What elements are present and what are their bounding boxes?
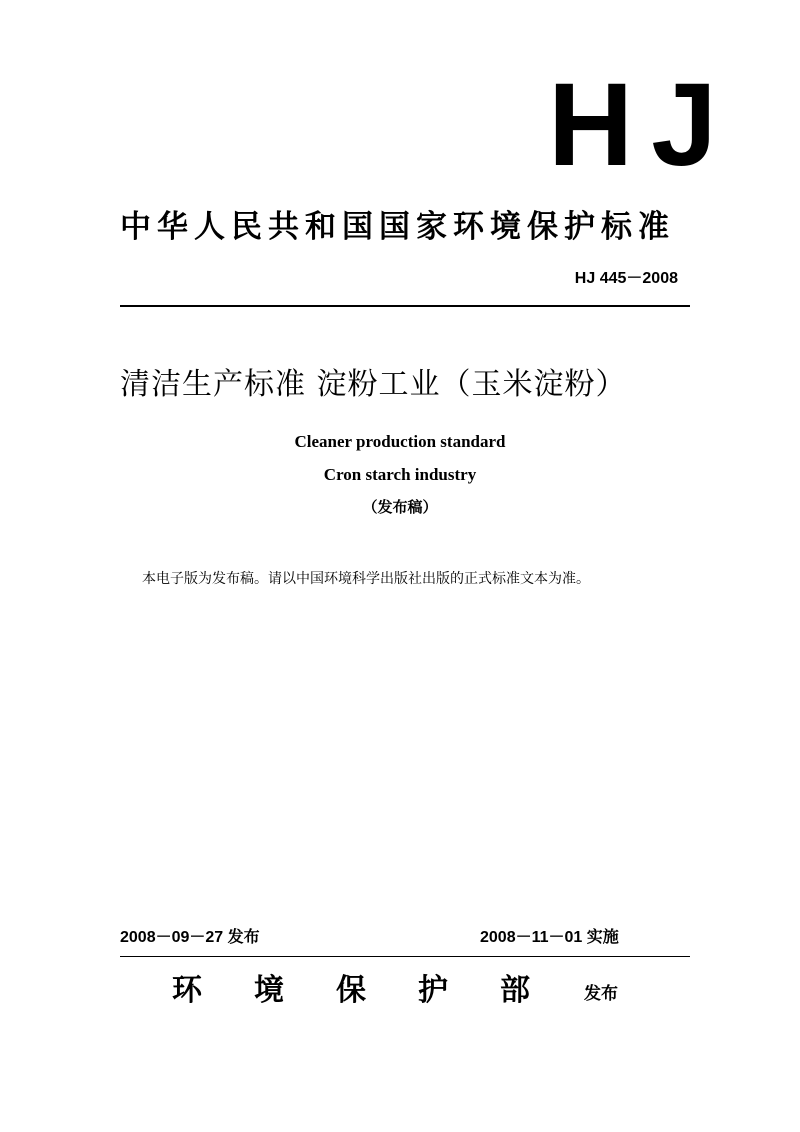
effective-date: 2008－11－01 实施	[480, 929, 619, 946]
standard-code: HJ 445－2008	[574, 270, 678, 287]
org-title: 中华人民共和国国家环境保护标准	[120, 209, 675, 245]
header-divider	[120, 305, 690, 307]
footer-divider	[120, 956, 690, 957]
issuing-ministry-suffix: 发布	[584, 984, 618, 1004]
edition-note: 本电子版为发布稿。请以中国环境科学出版社出版的正式标准文本为准。	[142, 571, 590, 587]
document-title-english-line2: Cron starch industry	[323, 465, 477, 484]
hj-logo: HJ	[548, 59, 735, 191]
document-title-chinese: 清洁生产标准 淀粉工业（玉米淀粉）	[120, 367, 627, 402]
document-title-english-line1: Cleaner production standard	[294, 432, 506, 451]
draft-label: （发布稿）	[362, 498, 438, 516]
issuing-ministry: 环境保护部	[172, 973, 582, 1008]
issue-date: 2008－09－27 发布	[120, 929, 260, 946]
